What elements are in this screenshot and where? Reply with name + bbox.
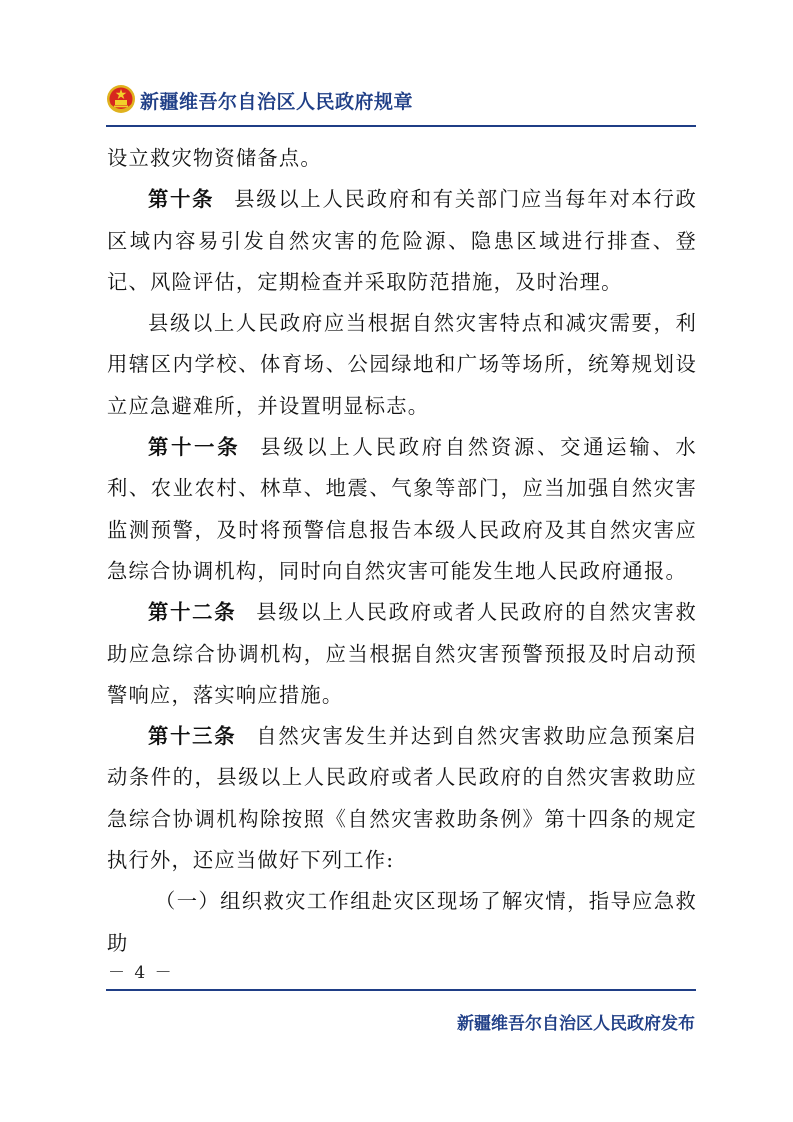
continuation-paragraph: 设立救灾物资储备点。 xyxy=(107,146,322,170)
article-text: 县级以上人民政府自然资源、交通运输、水利、农业农村、林草、地震、气象等部门，应当加强自然灾害监测预警，及时将预警信息报告本级人民政府及其自然灾害应急综合协调机构，同时向自然灾害可能发生地人民政府通报。 xyxy=(107,435,697,583)
article-13-paragraph xyxy=(107,716,697,881)
article-12-paragraph xyxy=(107,592,697,716)
document-body xyxy=(107,138,697,964)
footer-publisher: 新疆维吾尔自治区人民政府发布 xyxy=(457,1014,695,1034)
article-label: 第十条 xyxy=(148,187,215,212)
national-emblem-icon xyxy=(106,84,136,114)
article-text: 县级以上人民政府和有关部门应当每年对本行政区域内容易引发自然灾害的危险源、隐患区域进行排查、登记、风险评估，定期检查并采取防范措施，及时治理。 xyxy=(107,187,697,294)
article-13-item-1: （一）组织救灾工作组赴灾区现场了解灾情，指导应急救助 xyxy=(107,889,697,955)
article-label: 第十一条 xyxy=(148,435,241,460)
header-divider xyxy=(106,125,696,127)
article-10-paragraph-2: 县级以上人民政府应当根据自然灾害特点和减灾需要，利用辖区内学校、体育场、公园绿地和广场等场所，统筹规划设立应急避难所，并设置明显标志。 xyxy=(107,311,697,418)
page-header xyxy=(106,84,696,120)
article-10-paragraph xyxy=(107,179,697,303)
article-text: 县级以上人民政府或者人民政府的自然灾害救助应急综合协调机构，应当根据自然灾害预警预报及时启动预警响应，落实响应措施。 xyxy=(107,600,697,707)
page-number: － 4 － xyxy=(108,963,174,983)
article-text: 自然灾害发生并达到自然灾害救助应急预案启动条件的，县级以上人民政府或者人民政府的自然灾害救助应急综合协调机构除按照《自然灾害救助条例》第十四条的规定执行外，还应当做好下列工作: xyxy=(107,724,697,873)
article-11-paragraph xyxy=(107,427,697,592)
footer-divider xyxy=(106,989,696,991)
article-label: 第十二条 xyxy=(148,600,237,625)
article-label: 第十三条 xyxy=(148,724,237,749)
header-title: 新疆维吾尔自治区人民政府规章 xyxy=(140,91,414,113)
